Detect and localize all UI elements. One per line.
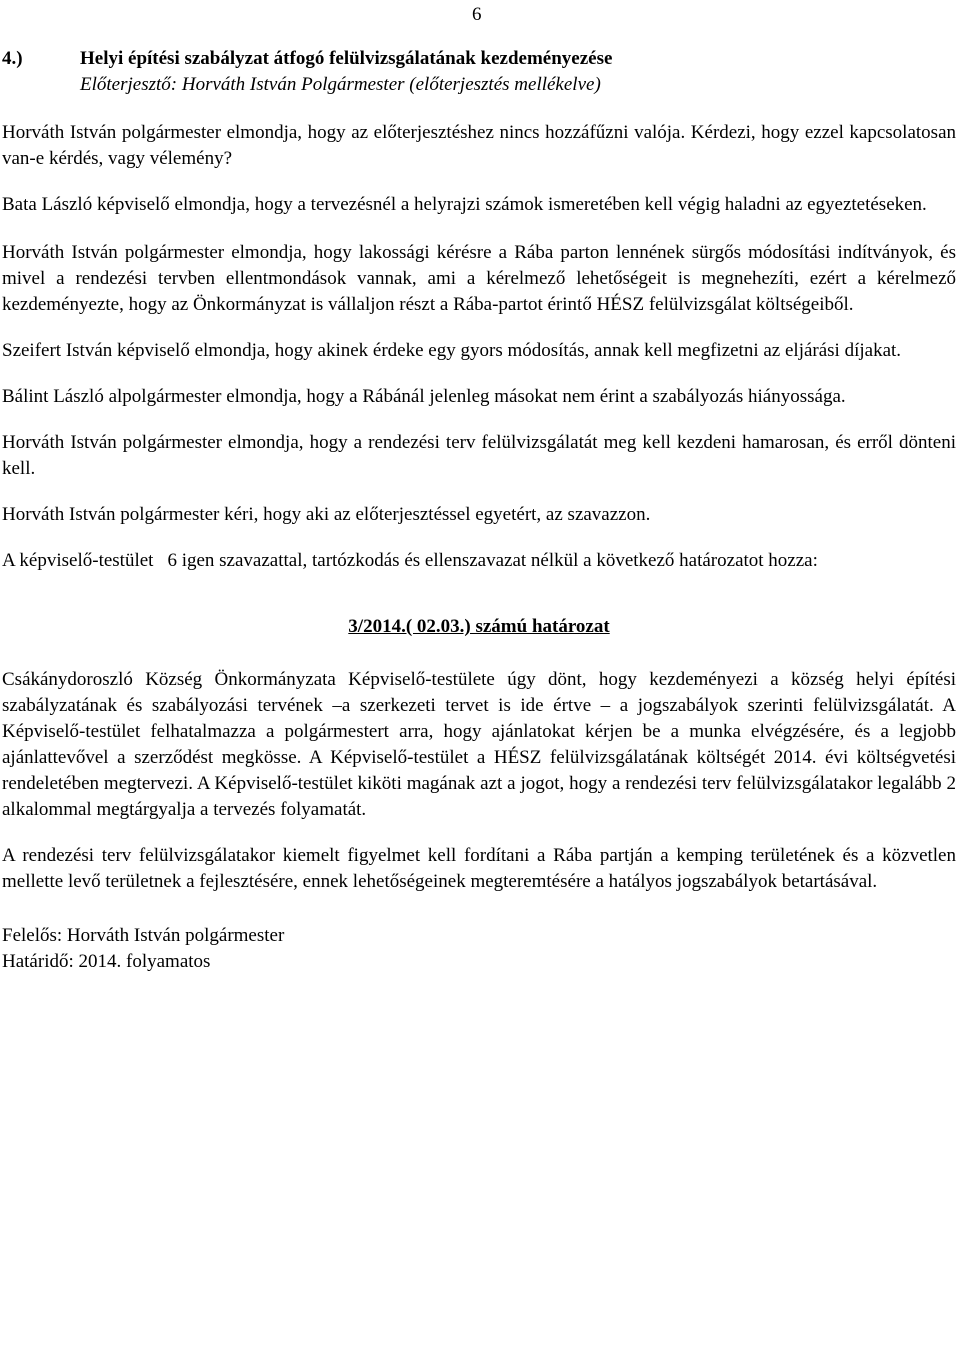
paragraph-balint: Bálint László alpolgármester elmondja, hogy a Rábánál jelenleg másokat nem érint a szabályozás hiányossága. <box>2 386 846 407</box>
agenda-number: 4.) <box>2 48 23 69</box>
paragraph-mayor-vote: Horváth István polgármester kéri, hogy aki az előterjesztéssel egyetért, az szavazzon. <box>2 504 651 525</box>
paragraph-mayor-raba: Horváth István polgármester elmondja, hogy lakossági kérésre a Rába parton lennének sürgős módosítási indítványok, és mivel a rendezési tervben ellentmondások vannak, ami a kérelmező lehetőségeit is megnehezíti, ezért a kérelmező kezdeményezte, hogy az Önkormányzat is vállaljon részt a Rába-partot érintő HÉSZ felülvizsgálat költségeiből. <box>2 242 956 315</box>
resolution-title: 3/2014.( 02.03.) számú határozat <box>348 616 610 637</box>
paragraph-mayor-intro: Horváth István polgármester elmondja, hogy az előterjesztéshez nincs hozzáfűzni valója. Kérdezi, hogy ezzel kapcsolatosan van-e kérdés, vagy vélemény? <box>2 122 956 169</box>
paragraph-bata: Bata László képviselő elmondja, hogy a tervezésnél a helyrajzi számok ismeretében kell végig haladni az egyeztetéseken. <box>2 194 927 215</box>
deadline: Határidő: 2014. folyamatos <box>2 951 211 972</box>
vote-result: 6 igen szavazattal, tartózkodás és ellenszavazat nélkül a következő határozatot hozza: <box>167 550 818 571</box>
agenda-item <box>2 46 956 98</box>
agenda-heading <box>80 46 956 98</box>
resolution-footer <box>2 923 956 975</box>
resolution-text: Csákánydoroszló Község Önkormányzata Képviselő-testülete úgy dönt, hogy kezdeményezi a község helyi építési szabályzatának és szabályozási tervének –a szerkezeti tervet is ide értve – a jogszabályok szerinti felülvizsgálatát. A Képviselő-testület felhatalmazza a polgármestert arra, hogy ajánlatokat kérjen be a munka elvégzésére, és a legjobb ajánlattevővel a szerződést megkösse. A Képviselő-testület a HÉSZ felülvizsgálatának költségét 2014. évi költségvetési rendeletében megtervezi. A Képviselő-testület kiköti magának azt a jogot, hogy a rendezési terv felülvizsgálatakor legalább 2 alkalommal megtárgyalja a tervezés folyamatát. <box>2 669 956 820</box>
vote-body: A képviselő-testület <box>2 550 154 571</box>
responsible-person: Felelős: Horváth István polgármester <box>2 925 285 946</box>
document-body <box>2 46 956 975</box>
paragraph-szeifert: Szeifert István képviselő elmondja, hogy akinek érdeke egy gyors módosítás, annak kell megfizetni az eljárási díjakat. <box>2 340 902 361</box>
agenda-presenter: Előterjesztő: Horváth István Polgármester (előterjesztés mellékelve) <box>80 74 601 95</box>
page-number: 6 <box>472 4 482 25</box>
resolution-text-raba: A rendezési terv felülvizsgálatakor kiemelt figyelmet kell fordítani a Rába partján a kemping területének és a közvetlen mellette levő területnek a fejlesztésére, ennek lehetőségeinek megteremtésére a hatályos jogszabályok betartásával. <box>2 845 956 892</box>
agenda-title: Helyi építési szabályzat átfogó felülvizsgálatának kezdeményezése <box>80 48 613 69</box>
paragraph-mayor-start: Horváth István polgármester elmondja, hogy a rendezési terv felülvizsgálatát meg kell kezdeni hamarosan, és erről dönteni kell. <box>2 432 956 479</box>
vote-statement <box>2 548 956 574</box>
